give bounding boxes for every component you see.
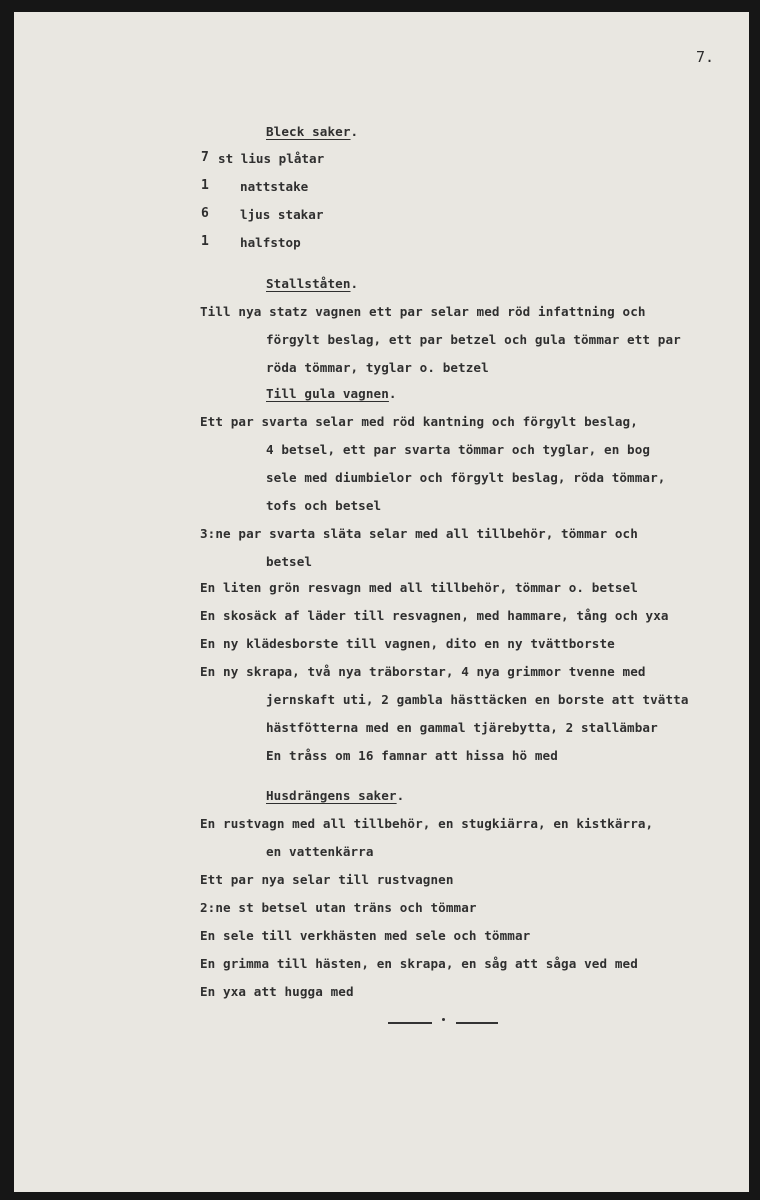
section-heading-bleck [266, 124, 358, 140]
heading-text: Husdrängens saker [266, 788, 397, 803]
text-line: betsel [266, 554, 313, 569]
item-qty: 1 [201, 234, 209, 249]
text-line: Ett par nya selar till rustvagnen [200, 872, 454, 887]
item-text: halfstop [240, 235, 301, 250]
section-heading-stall [266, 276, 358, 292]
text-line: tofs och betsel [266, 498, 382, 513]
item-text: ljus stakar [240, 207, 324, 222]
text-line: hästfötterna med en gammal tjärebytta, 2 stallämbar [266, 720, 658, 735]
text-line: förgylt beslag, ett par betzel och gula tömmar ett par [266, 332, 681, 347]
heading-period: . [396, 788, 405, 803]
item-qty: 1 [201, 178, 209, 193]
text-line: Ett par svarta selar med röd kantning och förgylt beslag, [200, 414, 638, 429]
heading-text: Stallståten [266, 276, 351, 291]
text-line: 4 betsel, ett par svarta tömmar och tyglar, en bog [266, 442, 651, 457]
item-qty: 7 [201, 150, 209, 165]
closing-rule-right [456, 1022, 498, 1024]
heading-period: . [388, 386, 397, 401]
item-text: st lius plåtar [218, 151, 325, 166]
item-qty: 6 [201, 206, 209, 221]
text-line: en vattenkärra [266, 844, 374, 859]
heading-text: Bleck saker [266, 124, 351, 139]
text-line: En grimma till hästen, en skrapa, en såg att såga ved med [200, 956, 638, 971]
heading-period: . [350, 276, 359, 291]
item-text: nattstake [240, 179, 309, 194]
text-line: En tråss om 16 famnar att hissa hö med [266, 748, 558, 763]
closing-dot [442, 1018, 445, 1021]
text-line: En rustvagn med all tillbehör, en stugkiärra, en kistkärra, [200, 816, 654, 831]
text-line: En ny klädesborste till vagnen, dito en ny tvättborste [200, 636, 615, 651]
text-line: Till nya statz vagnen ett par selar med röd infattning och [200, 304, 646, 319]
text-line: En liten grön resvagn med all tillbehör, tömmar o. betsel [200, 580, 638, 595]
heading-period: . [350, 124, 359, 139]
heading-text: Till gula vagnen [266, 386, 389, 401]
closing-rule-left [388, 1022, 432, 1024]
text-line: En sele till verkhästen med sele och tömmar [200, 928, 531, 943]
page-number: 7. [696, 48, 715, 66]
text-line: En ny skrapa, två nya träborstar, 4 nya grimmor tvenne med [200, 664, 646, 679]
text-line: En yxa att hugga med [200, 984, 354, 999]
text-line: röda tömmar, tyglar o. betzel [266, 360, 489, 375]
section-heading-hus [266, 788, 404, 804]
text-line: En skosäck af läder till resvagnen, med hammare, tång och yxa [200, 608, 669, 623]
text-line: 3:ne par svarta släta selar med all tillbehör, tömmar och [200, 526, 638, 541]
text-line: jernskaft uti, 2 gambla hästtäcken en borste att tvätta [266, 692, 689, 707]
text-line: sele med diumbielor och förgylt beslag, röda tömmar, [266, 470, 666, 485]
document-page [14, 12, 749, 1192]
sub-heading-gula-vagnen [266, 386, 397, 402]
text-line: 2:ne st betsel utan träns och tömmar [200, 900, 477, 915]
